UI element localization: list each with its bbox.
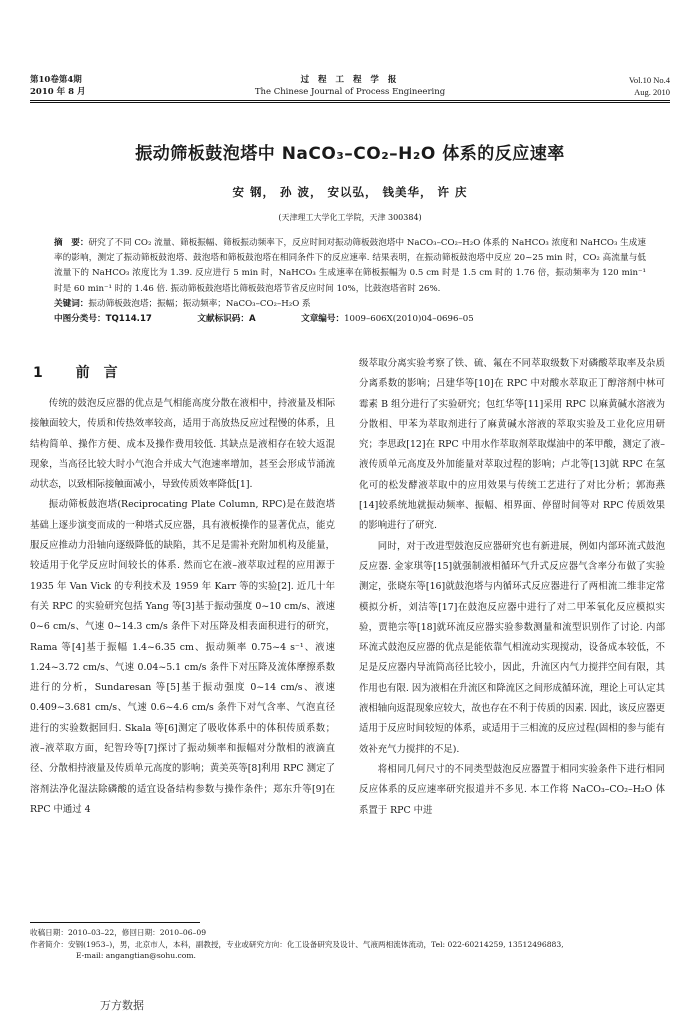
paragraph: 传统的鼓泡反应器的优点是气相能高度分散在液相中，持液量及相际接触面较大，传质和传热效率较高，适用于高放热反应过程慢的体系，且结构简单、操作方便、成本及操作费用较低. 其缺点是液相存在较大返混现象，当高径比较大时小气泡合并成大气泡速率增加，甚至会形成节涌流动状态，以致相际接触面减小，导致传质效率降低[1]. — [30, 398, 335, 491]
journal-issue-en — [629, 74, 670, 98]
keywords-label: 关键词： — [54, 298, 89, 309]
footnote — [30, 927, 670, 962]
paragraph: 将相同几何尺寸的不同类型鼓泡反应器置于相同实验条件下进行相同反应体系的反应速率研究报道并不多见. 本工作将 NaCO₃–CO₂–H₂O 体系置于 RPC 中进 — [359, 763, 665, 816]
classification-line — [54, 312, 646, 327]
article-no-value: 1009–606X(2010)04–0696–05 — [344, 313, 474, 324]
header-rule — [30, 100, 670, 101]
clc-value: TQ114.17 — [105, 313, 152, 324]
paper-title: 振动筛板鼓泡塔中 NaCO₃–CO₂–H₂O 体系的反应速率 — [135, 144, 565, 164]
journal-name-cn: 过 程 工 程 学 报 — [300, 75, 400, 85]
author-bio: 作者简介：安钢(1953–)，男，北京市人，本科，副教授，专业或研究方向：化工设备研究及设计、气液两相流体流动，Tel: 022-60214259, 13512496883, — [30, 939, 564, 949]
date-en: Aug. 2010 — [634, 87, 670, 97]
article-no-label: 文章编号： — [301, 313, 345, 324]
doc-code-label: 文献标识码： — [197, 313, 249, 324]
section-heading-introduction: 1 前言 — [33, 365, 132, 381]
right-column — [359, 354, 665, 821]
journal-name — [200, 74, 500, 98]
abstract-body: 研究了不同 CO₂ 流量、筛板振幅、筛板振动频率下，反应时间对振动筛板鼓泡塔中 NaCO₃–CO₂–H₂O 体系的 NaHCO₃ 浓度和 NaHCO₃ 生成速率的影响，测定了振动筛板鼓泡塔、鼓泡塔和筛板鼓泡塔在相同条件下的反应速率. 结果表明，在振动筛板鼓泡塔中反应 20~25 min 时，CO₂ 高流量与低流量下的 NaHCO₃ 浓度比为 1.39. 反应进行 5 min 时，NaHCO₃ 生成速率在筛板振幅为 0.5 cm 时是 1.5 cm 时的 1.76 倍，振动频率为 120 min⁻¹ 时是 60 min⁻¹ 时的 1.46 倍. 振动筛板鼓泡塔比筛板鼓泡塔节省反应时间 10%，比鼓泡塔省时 26%. — [54, 238, 646, 294]
left-column — [30, 394, 335, 820]
journal-name-en: The Chinese Journal of Process Engineering — [254, 87, 446, 97]
affiliation: (天津理工大学化工学院，天津 300384) — [278, 213, 422, 222]
journal-issue-cn — [30, 74, 85, 98]
doc-code-value: A — [248, 313, 256, 324]
author-email: E-mail: angangtian@sohu.com. — [76, 951, 196, 960]
header-rule-thin — [30, 102, 670, 103]
volume-cn: 第10卷第4期 — [30, 75, 82, 85]
abstract-text — [54, 236, 646, 297]
keywords — [54, 297, 646, 312]
paragraph: 级萃取分离实验考察了铁、硫、氟在不同萃取级数下对磷酸萃取率及杂质分离系数的影响；吕建华等[10]在 RPC 中对酸水萃取正丁醇溶剂中林可霉素 B 组分进行了实验研究；包红华等[11]采用 RPC 以麻黄碱水溶液为分散相、甲苯为萃取剂进行了麻黄碱水溶液的萃取实验及工业化应用研究；李思政[12]在 RPC 中用水作萃取剂萃取煤油中的苯甲酸，测定了液–液传质单元高度及外加能量对萃取过程的影响；卢北等[13]就 RPC 在氢化可的松发酵液萃取中的应用效果与传统工艺进行了对比分析；郭海燕[14]较系统地就振动频率、振幅、相界面、停留时间等对 RPC 传质效果的影响进行了研究. — [359, 358, 665, 532]
clc-label: 中图分类号： — [54, 313, 106, 324]
footnote-rule — [30, 922, 200, 923]
author-list: 安 钢， 孙 波， 安以弘， 钱美华， 许 庆 — [232, 185, 468, 199]
abstract-label: 摘 要： — [54, 238, 89, 248]
watermark: 万方数据 — [100, 999, 144, 1012]
date-cn: 2010 年 8 月 — [30, 87, 86, 97]
abstract-block — [54, 236, 646, 327]
volume-en: Vol.10 No.4 — [628, 75, 670, 85]
paragraph: 振动筛板鼓泡塔(Reciprocating Plate Column, RPC)是在鼓泡塔基础上逐步演变而成的一种塔式反应器，具有液板操作的显著优点，能克服反应推动力沿轴向逐级降低的缺陷，其不足是需补充附加机构及能量，较适用于化学反应时间较长的体系. 然而它在液–液萃取过程的应用源于 1935 年 Van Vick 的专利技术及 1959 年 Karr 等的实验[2]. 近几十年有关 RPC 的实验研究包括 Yang 等[3]基于振动强度 0~10 cm/s、液速 0~6 cm/s、气速 0~14.3 cm/s 条件下对压降及相表面积进行的研究，Rama 等[4]基于振幅 1.4~6.35 cm、振动频率 0.75~4 s⁻¹、液速 1.24~3.72 cm/s、气速 0.04~5.1 cm/s 条件下对压降及流体摩擦系数进行的分析，Sundaresan 等[5]基于振动强度 0~14 cm/s、液速 0.409~3.681 cm/s、气速 0.6~4.6 cm/s 条件下对气含率、气泡直径进行的实验数据回归. Skala 等[6]测定了吸收体系中的体积传质系数；液–液萃取方面，纪智玲等[7]探讨了振动频率和振幅对分散相的液滴直径、分散相持液量及传质单元高度的影响；黄美英等[8]利用 RPC 测定了溶剂法净化湿法除磷酸的适宜设备结构参数与操作条件；郑东升等[9]在 RPC 中通过 4 — [30, 499, 335, 815]
paragraph: 同时，对于改进型鼓泡反应器研究也有新进展，例如内部环流式鼓泡反应器. 金家琪等[15]就强制液相循环气升式反应器气含率分布做了实验测定，张晓东等[16]就鼓泡塔与内循环式反应器进行了两相流二维非定常模拟分析，刘洁等[17]在鼓泡反应器中进行了对二甲苯氧化反应模拟实验，贾艳宗等[18]就环流反应器实验参数测量和流型识别作了讨论. 内部环流式鼓泡反应器的优点是能依靠气相流动实现搅动，设备成本较低，不足是反应器内导流筒高径比较小，因此，升流区内气力搅拌空间有限，其作用也有限. 因为液相在升流区和降流区之间形成循环流，理论上可认定其液相轴向返混现象应较大，故也存在不利于传质的因素. 因此，该反应器更适用于反应时间较短的体系，或适用于三相流的反应过程(固相的参与能有效补充气力搅拌的不足). — [359, 540, 665, 755]
keywords-value: 振动筛板鼓泡塔；振幅；振动频率；NaCO₃–CO₂–H₂O 系 — [88, 298, 311, 309]
received-dates: 收稿日期：2010–03–22，修回日期：2010–06–09 — [30, 928, 207, 937]
